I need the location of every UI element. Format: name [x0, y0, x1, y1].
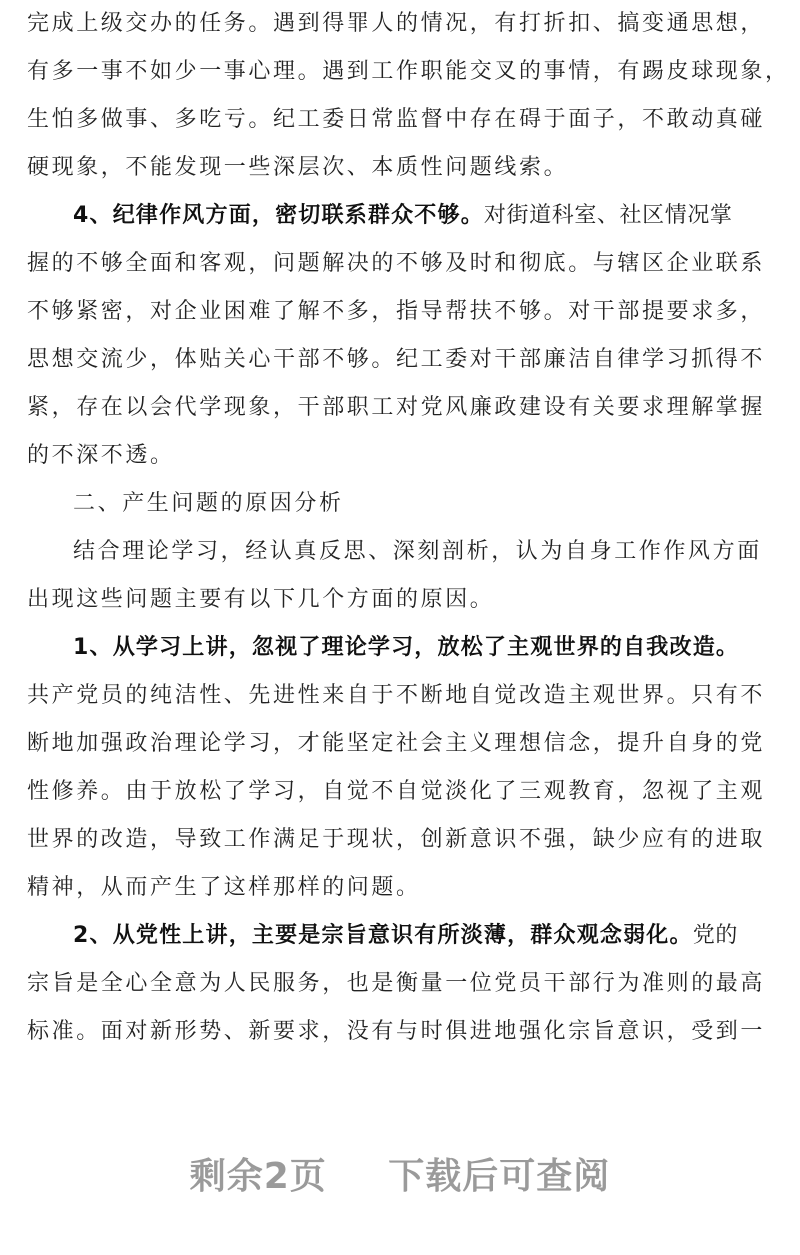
paragraph-line: 不够紧密，对企业困难了解不多，指导帮扶不够。对干部提要求多， — [27, 299, 766, 324]
bold-heading: 1、从学习上讲，忽视了理论学习，放松了主观世界的自我改造。 — [73, 635, 740, 660]
paragraph-line: 世界的改造，导致工作满足于现状，创新意识不强，缺少应有的进取 — [27, 827, 766, 852]
paragraph-line: 有多一事不如少一事心理。遇到工作职能交叉的事情，有踢皮球现象， — [27, 59, 790, 84]
paragraph-line: 结合理论学习，经认真反思、深刻剖析，认为自身工作作风方面 — [73, 539, 762, 564]
paragraph-line: 紧，存在以会代学现象，干部职工对党风廉政建设有关要求理解掌握 — [27, 395, 766, 420]
paragraph-line: 硬现象，不能发现一些深层次、本质性问题线索。 — [27, 155, 569, 180]
paragraph-line: 思想交流少，体贴关心干部不够。纪工委对干部廉洁自律学习抓得不 — [27, 347, 766, 372]
document-body — [27, 0, 790, 1056]
paragraph-line: 生怕多做事、多吃亏。纪工委日常监督中存在碍于面子，不敢动真碰 — [27, 107, 766, 132]
section-heading-1 — [27, 624, 777, 672]
paragraph-line: 精神，从而产生了这样那样的问题。 — [27, 875, 421, 900]
paragraph-line: 完成上级交办的任务。遇到得罪人的情况，有打折扣、搞变通思想， — [27, 11, 766, 36]
download-to-view-link[interactable]: 下载后可查阅 — [388, 1156, 611, 1197]
bold-heading: 2、从党性上讲，主要是宗旨意识有所淡薄，群众观念弱化。 — [73, 923, 693, 948]
paragraph-line: 握的不够全面和客观，问题解决的不够及时和彻底。与辖区企业联系 — [27, 251, 766, 276]
download-banner[interactable] — [0, 1148, 800, 1199]
paragraph-line: 标准。面对新形势、新要求，没有与时俱进地强化宗旨意识，受到一 — [27, 1019, 766, 1044]
section-heading-2: 2、从党性上讲，主要是宗旨意识有所淡薄，群众观念弱化。党的 — [73, 923, 738, 948]
section-heading-4: 4、纪律作风方面，密切联系群众不够。对街道科室、社区情况掌 — [73, 203, 733, 228]
bold-heading: 4、纪律作风方面，密切联系群众不够。 — [73, 203, 484, 228]
paragraph-line: 共产党员的纯洁性、先进性来自于不断地自觉改造主观世界。只有不 — [27, 683, 766, 708]
paragraph-line: 出现这些问题主要有以下几个方面的原因。 — [27, 587, 495, 612]
section-title-cause-analysis: 二、产生问题的原因分析 — [73, 491, 344, 516]
paragraph-line: 断地加强政治理论学习，才能坚定社会主义理想信念，提升自身的党 — [27, 731, 766, 756]
paragraph-line: 的不深不透。 — [27, 443, 175, 468]
remaining-pages-label: 剩余2页 — [189, 1156, 327, 1197]
paragraph-line: 性修养。由于放松了学习，自觉不自觉淡化了三观教育，忽视了主观 — [27, 779, 766, 804]
paragraph-line: 宗旨是全心全意为人民服务，也是衡量一位党员干部行为准则的最高 — [27, 971, 766, 996]
